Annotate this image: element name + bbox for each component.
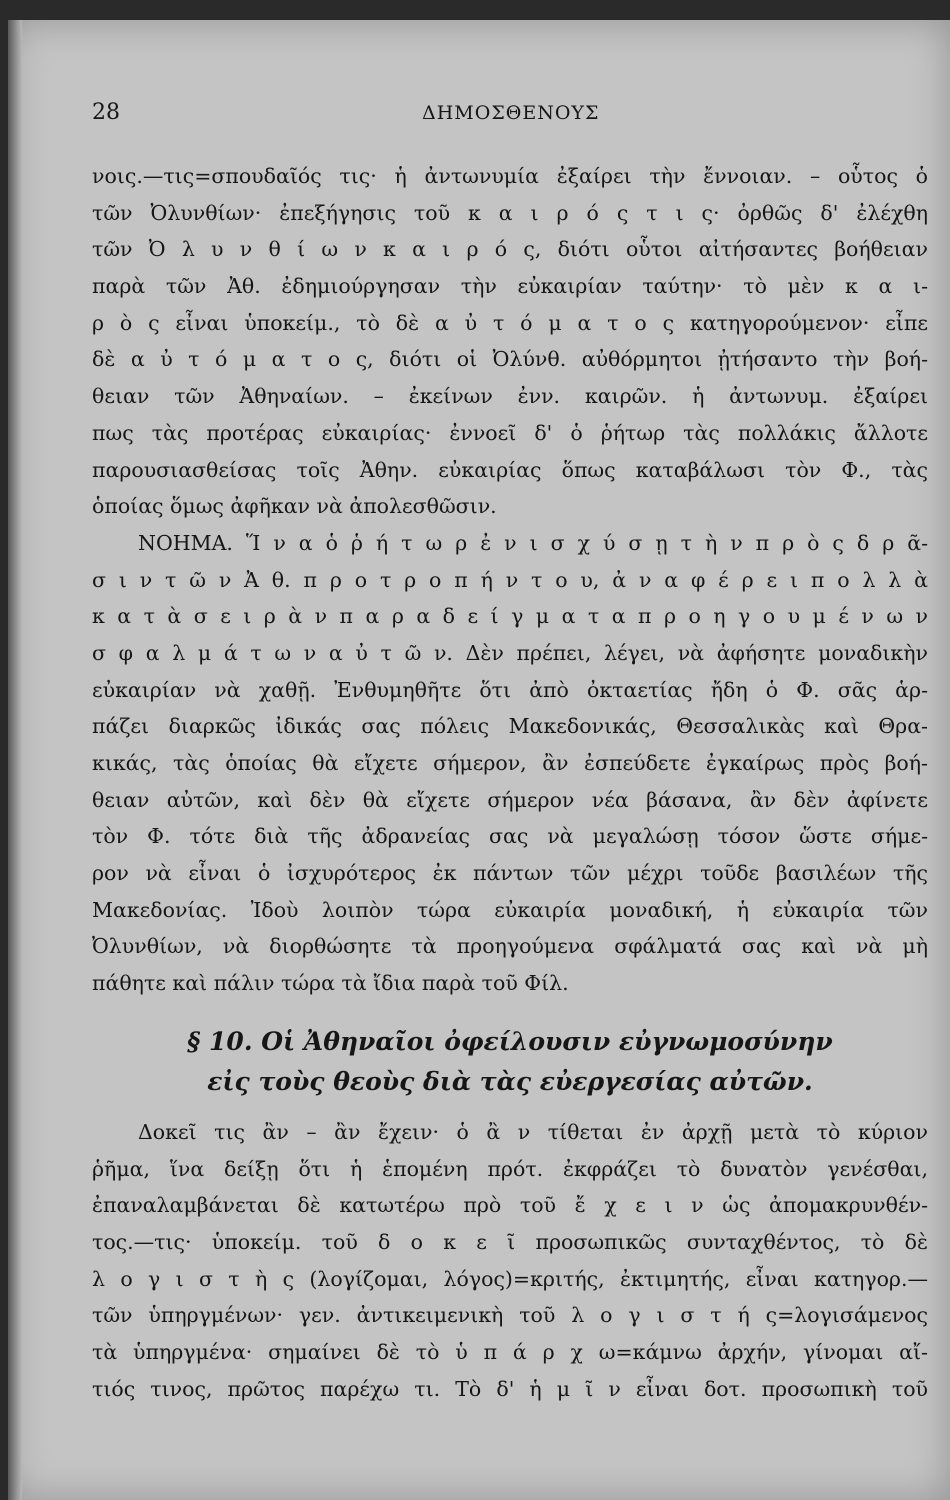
running-head: ΔΗΜΟΣΘΕΝΟΥΣ (422, 102, 600, 124)
text-line: πάζει διαρκῶς ἰδικάς σας πόλεις Μακεδονικάς, Θεσσαλικὰς καὶ Θρα- (92, 714, 928, 739)
book-page (8, 20, 950, 1500)
text-line: λ ο γ ι σ τ ὴ ς (λογίζομαι, λόγος)=κριτής, ἐκτιμητής, εἶναι κατηγορ.— (92, 1266, 928, 1291)
text-line: Μακεδονίας. Ἰδοὺ λοιπὸν τώρα εὐκαιρία μοναδική, ἡ εὐκαιρία τῶν (92, 897, 928, 922)
text-line: σ ι ν τ ῶ ν Ἀ θ. π ρ ο τ ρ ο π ή ν τ ο υ, ἀ ν α φ έ ρ ε ι π ο λ λ ὰ (92, 567, 928, 592)
text-line: ρον νὰ εἶναι ὁ ἰσχυρότερος ἐκ πάντων τῶν μέχρι τοῦδε βασιλέων τῆς (92, 861, 928, 886)
text-line: τῶν Ὀλυνθίων· ἐπεξήγησις τοῦ κ α ι ρ ό ς τ ι ς· ὀρθῶς δ' ἐλέχθη (92, 200, 928, 225)
text-line: τος.—τις· ὑποκείμ. τοῦ δ ο κ ε ῖ προσωπικῶς συνταχθέντος, τὸ δὲ (92, 1229, 928, 1254)
text-line: τὸν Φ. τότε διὰ τῆς ἀδρανείας σας νὰ μεγαλώσῃ τόσον ὥστε σήμε- (92, 824, 928, 849)
text-line: θειαν αὐτῶν, καὶ δὲν θὰ εἴχετε σήμερον νέα βάσανα, ἂν δὲν ἀφίνετε (92, 787, 928, 812)
page-header (92, 100, 910, 130)
text-line: Ὀλυνθίων, νὰ διορθώσητε τὰ προηγούμενα σφάλματά σας καὶ νὰ μὴ (92, 934, 928, 959)
section-commentary-paragraph (92, 1114, 928, 1408)
text-line: τῶν ὑπηργμένων· γεν. ἀντικειμενικὴ τοῦ λ ο γ ι σ τ ή ς=λογισάμενος (92, 1303, 928, 1328)
text-line: κικάς, τὰς ὁποίας θὰ εἴχετε σήμερον, ἂν ἐσπεύδετε ἐγκαίρως πρὸς βοή- (92, 751, 928, 775)
text-line: εὐκαιρίαν νὰ χαθῇ. Ἐνθυμηθῆτε ὅτι ἀπὸ ὀκταετίας ἤδη ὁ Φ. σᾶς ἁρ- (92, 677, 928, 702)
text-line: παρὰ τῶν Ἀθ. ἐδημιούργησαν τὴν εὐκαιρίαν ταύτην· τὸ μὲν κ α ι- (92, 274, 928, 299)
text-line: ὁποίας ὅμως ἀφῆκαν νὰ ἀπολεσθῶσιν. (92, 494, 497, 519)
section-heading-line: § 10. Οἱ Ἀθηναῖοι ὀφείλουσιν εὐγνωμοσύνην (187, 1026, 833, 1056)
text-line: νοις.—τις=σπουδαῖός τις· ἡ ἀντωνυμία ἐξαίρει τὴν ἔννοιαν. – οὗτος ὁ (92, 164, 928, 188)
page-body (92, 158, 928, 1407)
section-heading (92, 1022, 928, 1102)
text-line: σ φ α λ μ ά τ ω ν α ὐ τ ῶ ν. Δὲν πρέπει, λέγει, νὰ ἀφήσητε μοναδικὴν (92, 640, 928, 665)
text-line: τὰ ὑπηργμένα· σημαίνει δὲ τὸ ὑ π ά ρ χ ω=κάμνω ἀρχήν, γίνομαι αἴ- (92, 1339, 928, 1364)
text-line: Δοκεῖ τις ἂν – ἂν ἔχειν· ὁ ἂ ν τίθεται ἐν ἀρχῇ μετὰ τὸ κύριον (138, 1119, 928, 1144)
section-heading-line: εἰς τοὺς θεοὺς διὰ τὰς εὐεργεσίας αὐτῶν. (207, 1066, 813, 1096)
page-number: 28 (92, 100, 120, 125)
text-line: τιός τινος, πρῶτος παρέχω τι. Τὸ δ' ἡ μ ῖ ν εἶναι δοτ. προσωπικὴ τοῦ (92, 1376, 928, 1401)
text-line: ῥῆμα, ἵνα δείξῃ ὅτι ἡ ἑπομένη πρότ. ἐκφράζει τὸ δυνατὸν γενέσθαι, (92, 1156, 928, 1181)
text-line: παρουσιασθείσας τοῖς Ἀθην. εὐκαιρίας ὅπως καταβάλωσι τὸν Φ., τὰς (92, 457, 928, 482)
text-line: κ α τ ὰ σ ε ι ρ ὰ ν π α ρ α δ ε ί γ μ α τ α π ρ ο η γ ο υ μ έ ν ω ν (92, 604, 928, 629)
text-line: δὲ α ὐ τ ό μ α τ ο ς, διότι οἱ Ὀλύνθ. αὐθόρμητοι ᾐτήσαντο τὴν βοή- (92, 347, 928, 372)
noima-paragraph (92, 525, 928, 1002)
text-line: πάθητε καὶ πάλιν τώρα τὰ ἴδια παρὰ τοῦ Φίλ. (92, 971, 569, 996)
page-spine-shadow (8, 20, 22, 1500)
text-line: ἐπαναλαμβάνεται δὲ κατωτέρω πρὸ τοῦ ἔ χ ε ι ν ὡς ἀπομακρυνθέν- (92, 1193, 928, 1218)
text-line: ΝΟΗΜΑ. Ἵ ν α ὁ ῥ ή τ ω ρ ἐ ν ι σ χ ύ σ ῃ τ ὴ ν π ρ ὸ ς δ ρ ᾶ- (138, 530, 928, 555)
text-line: τῶν Ὀ λ υ ν θ ί ω ν κ α ι ρ ό ς, διότι οὗτοι αἰτήσαντες βοήθειαν (92, 237, 928, 262)
commentary-paragraph (92, 158, 928, 525)
text-line: θειαν τῶν Ἀθηναίων. – ἐκείνων ἐνν. καιρῶν. ἡ ἀντωνυμ. ἐξαίρει (92, 384, 928, 409)
text-line: ρ ὸ ς εἶναι ὑποκείμ., τὸ δὲ α ὐ τ ό μ α τ ο ς κατηγορούμενον· εἶπε (92, 310, 928, 335)
text-line: πως τὰς προτέρας εὐκαιρίας· ἐννοεῖ δ' ὁ ῥήτωρ τὰς πολλάκις ἄλλοτε (92, 420, 928, 445)
